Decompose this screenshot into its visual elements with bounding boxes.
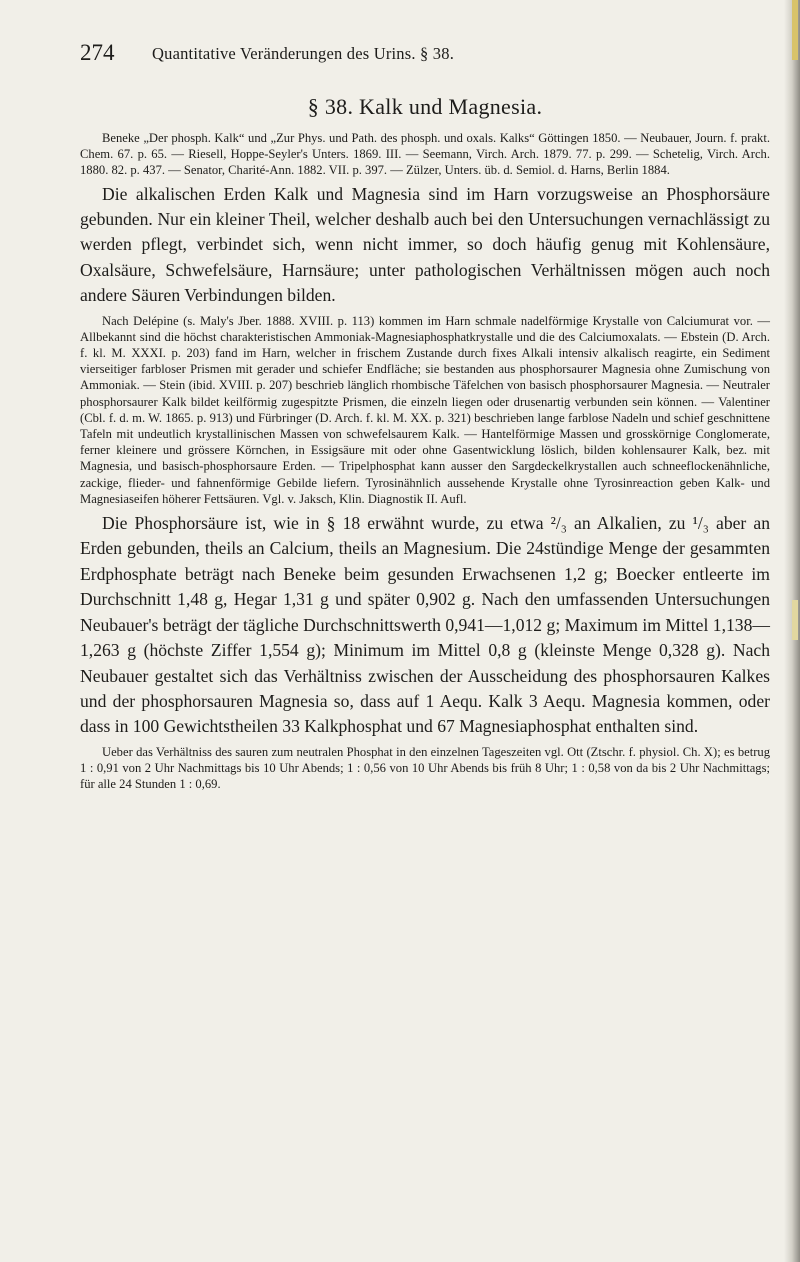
page-number: 274 (80, 40, 115, 65)
page-header (80, 40, 770, 74)
page-tab-marker (792, 600, 798, 640)
body-paragraph-1: Die alkalischen Erden Kalk und Magnesia sind im Harn vorzugsweise an Phosphorsäure gebunden. Nur ein kleiner Theil, welcher deshalb auch bei den Untersuchungen vernachlässigt zu werden pflegt, verbindet sich, wenn nicht immer, so doch häufig genug mit Kohlensäure, Oxalsäure, Schwefelsäure, Harnsäure; unter pathologischen Verhältnissen mögen auch noch andere Säuren Verbindungen bilden. (80, 183, 770, 306)
book-page (80, 40, 770, 792)
note-paragraph-1: Nach Delépine (s. Maly's Jber. 1888. XVIII. p. 113) kommen im Harn schmale nadelförmige Krystalle von Calciumurat vor. — Allbekannt sind die höchst charakteristischen Ammoniak-Magnesiaphosphatkrystalle und die des Calciumoxalats. — Ebstein (D. Arch. f. kl. M. XXXI. p. 203) fand im Harn, welcher in frischem Zustande durch fixes Alkali intensiv alkalisch reagirte, ein Sediment vierseitiger farbloser Prismen mit gerader und schiefer Endfläche; sie bestanden aus phosphorsaurer Magnesia ohne Zumischung von Ammoniak. — Stein (ibid. XVIII. p. 207) beschrieb länglich rhombische Täfelchen von basisch phosphorsaurer Magnesia. — Neutraler phosphorsaurer Kalk bildet keilförmig zugespitzte Prismen, die einzeln liegen oder drusenartig verbunden sein können. — Valentiner (Cbl. f. d. m. W. 1865. p. 913) und Fürbringer (D. Arch. f. kl. M. XX. p. 321) beschrieben lange farblose Nadeln und schief geschnittene Tafeln mit undeutlich krystallinischen Massen von schwefelsaurem Kalk. — Hantelförmige Massen und grosskörnige Conglomerate, ferner kleinere und grössere Körnchen, in Essigsäure mit oder ohne Gasentwicklung löslich, bilden kohlensaurer Kalk, bez. mit Magnesia, und basisch-phosphorsaure Erden. — Tripelphosphat kann ausser den Sargdeckelkrystallen auch schneeflockenähnliche, zackige, flieder- und fahnenförmige Gebilde liefern. Tyrosinähnlich aussehende Krystalle ohne Tyrosinreaction geben Kalk- und Magnesiaseifen höherer Fettsäuren. Vgl. v. Jaksch, Klin. Diagnostik II. Aufl. (80, 313, 770, 506)
page-tab-marker (792, 0, 798, 60)
running-head: Quantitative Veränderungen des Urins. § 38. (152, 44, 455, 63)
body-paragraph-2: Die Phosphorsäure ist, wie in § 18 erwähnt wurde, zu etwa ²/₃ an Alkalien, zu ¹/₃ aber an Erden gebunden, theils an Calcium, theils an Magnesium. Die 24stündige Menge der gesammten Erdphosphate beträgt nach Beneke beim gesunden Erwachsenen 1,2 g; Boecker entleerte im Durchschnitt 1,48 g, Hegar 1,31 g und später 0,902 g. Nach den umfassenden Untersuchungen Neubauer's beträgt der tägliche Durchschnittswerth 0,941—1,012 g; Maximum im Mittel 1,138—1,263 g (höchste Ziffer 1,554 g); Minimum im Mittel 0,8 g (kleinste Menge 0,328 g). Nach Neubauer gestaltet sich das Verhältniss zwischen der Ausscheidung des phosphorsauren Kalkes und der phosphorsauren Magnesia so, dass auf 1 Aequ. Kalk 3 Aequ. Magnesia kommen, oder dass in 100 Gewichtstheilen 33 Kalkphosphat und 67 Magnesiaphosphat enthalten sind. (80, 513, 770, 737)
section-title: § 38. Kalk und Magnesia. (307, 94, 543, 119)
bibliography-paragraph: Beneke „Der phosph. Kalk“ und „Zur Phys. und Path. des phosph. und oxals. Kalks“ Göttingen 1850. — Neubauer, Journ. f. prakt. Chem. 67. p. 65. — Riesell, Hoppe-Seyler's Unters. 1869. III. — Seemann, Virch. Arch. 1879. 77. p. 299. — Schetelig, Virch. Arch. 1880. 82. p. 437. — Senator, Charité-Ann. 1882. VII. p. 397. — Zülzer, Unters. üb. d. Semiol. d. Harns, Berlin 1884. (80, 131, 770, 178)
note-paragraph-2: Ueber das Verhältniss des sauren zum neutralen Phosphat in den einzelnen Tageszeiten vgl. Ott (Ztschr. f. physiol. Ch. X); es betrug 1 : 0,91 von 2 Uhr Nachmittags bis 10 Uhr Abends; 1 : 0,56 von 10 Uhr Abends bis früh 8 Uhr; 1 : 0,58 von da bis 2 Uhr Nachmittags; für alle 24 Stunden 1 : 0,69. (80, 744, 770, 792)
